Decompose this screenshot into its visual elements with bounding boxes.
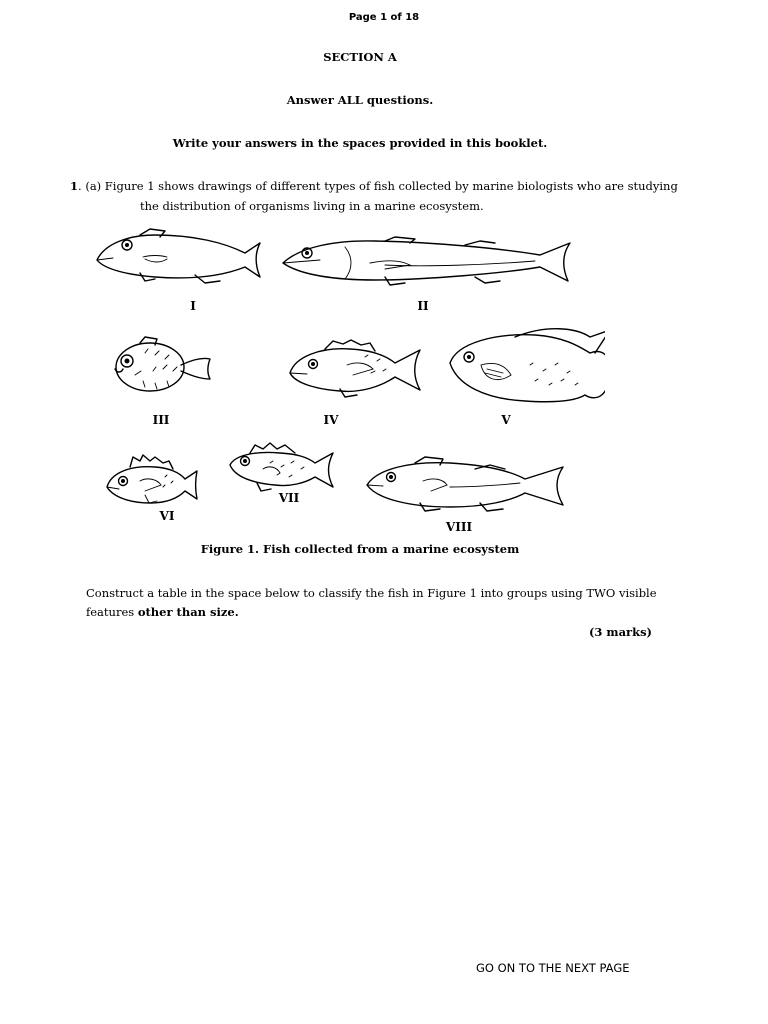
fish-label-i: I [190,299,196,313]
fish-i-drawing [97,229,260,283]
task-line-1: Construct a table in the space below to classify the fish in Figure 1 into groups using TWO visible [86,586,657,600]
fish-label-vii: VII [278,491,300,505]
fish-label-ii: II [417,299,429,313]
figure-1 [85,225,605,534]
fish-iii-drawing [115,337,210,391]
fish-ii-drawing [283,237,570,285]
task-line-2-emphasis: other than size. [137,605,239,619]
fish-iv-drawing [290,340,420,397]
fish-label-v: V [501,413,511,427]
fish-drawings [85,225,605,525]
fish-label-vi: VI [159,509,175,523]
fish-v-drawing [450,329,605,402]
figure-caption: Figure 1. Fish collected from a marine ecosystem [200,542,520,556]
page-number: Page 1 of 18 [348,12,420,23]
question-number: 1 [70,179,79,193]
section-title: SECTION A [323,50,397,64]
fish-label-iii: III [152,413,170,427]
answer-space[interactable] [86,650,652,940]
fish-viii-drawing [367,457,563,511]
question-1-intro-cont: the distribution of organisms living in a marine ecosystem. [140,199,484,213]
marks-allocation: (3 marks) [588,625,652,639]
fish-label-iv: IV [323,413,339,427]
task-line-2-prefix: features [86,605,138,619]
question-1-intro [70,179,678,193]
next-page-footer: GO ON TO THE NEXT PAGE [476,961,630,975]
instruction-write-answers: Write your answers in the spaces provided in this booklet. [172,136,548,150]
question-text: . (a) Figure 1 shows drawings of different types of fish collected by marine biologists who are studying [78,179,678,193]
fish-vi-drawing [107,455,197,503]
instruction-answer-all: Answer ALL questions. [286,93,434,107]
task-line-2 [86,605,239,619]
fish-vii-drawing [230,443,333,491]
fish-label-viii: VIII [445,520,473,534]
